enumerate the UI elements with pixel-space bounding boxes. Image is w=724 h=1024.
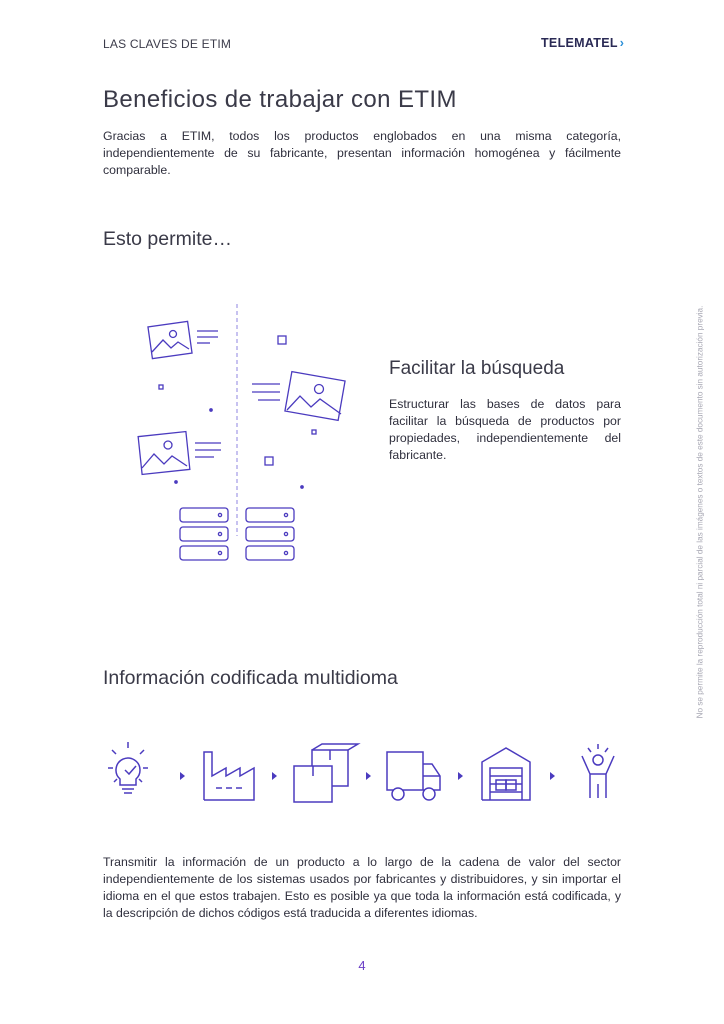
truck-icon <box>387 752 440 800</box>
lightbulb-icon <box>108 742 148 793</box>
database-server-icon <box>180 508 228 560</box>
value-chain-illustration <box>104 740 626 810</box>
section-heading-esto-permite: Esto permite… <box>103 228 232 250</box>
arrow-right-icon <box>550 772 555 780</box>
database-server-icon <box>246 508 294 560</box>
image-card-icon <box>148 321 218 358</box>
search-database-illustration <box>130 296 360 571</box>
arrow-right-icon <box>366 772 371 780</box>
chevron-right-icon: › <box>619 36 625 50</box>
page-number: 4 <box>358 958 366 973</box>
section-header: LAS CLAVES DE ETIM <box>103 37 232 51</box>
boxes-icon <box>294 744 358 802</box>
arrow-right-icon <box>180 772 185 780</box>
factory-icon <box>204 752 254 800</box>
feature-title: Facilitar la búsqueda <box>389 358 565 379</box>
brand-logo <box>541 36 624 50</box>
image-card-icon <box>252 372 345 421</box>
arrow-right-icon <box>272 772 277 780</box>
intro-paragraph: Gracias a ETIM, todos los productos englobados en una misma categoría, independientemente de su fabricante, presentan información homogénea y fácilmente comparable. <box>103 129 621 177</box>
feature-description: Estructurar las bases de datos para facilitar la búsqueda de productos por propiedades, independientemente del fabricante. <box>389 397 621 462</box>
copyright-notice: No se permite la reproducción total ni parcial de las imágenes o textos de este documento sin autorización previa. <box>695 305 705 719</box>
multilanguage-paragraph: Transmitir la información de un producto a lo largo de la cadena de valor del sector independientemente de los sistemas usados por fabricantes y distribuidores, y sin importar el idioma en el que estos trabajen. Esto es posible ya que toda la información está codificada, y la descripción de dichos códigos está traducida a diferentes idiomas. <box>103 855 621 920</box>
section-heading-multidioma: Información codificada multidioma <box>103 667 398 689</box>
warehouse-icon <box>482 748 530 800</box>
brand-name: TELEMATEL <box>541 36 618 50</box>
person-celebrating-icon <box>582 744 614 798</box>
arrow-right-icon <box>458 772 463 780</box>
page-title: Beneficios de trabajar con ETIM <box>103 86 457 113</box>
image-card-icon <box>138 432 221 475</box>
